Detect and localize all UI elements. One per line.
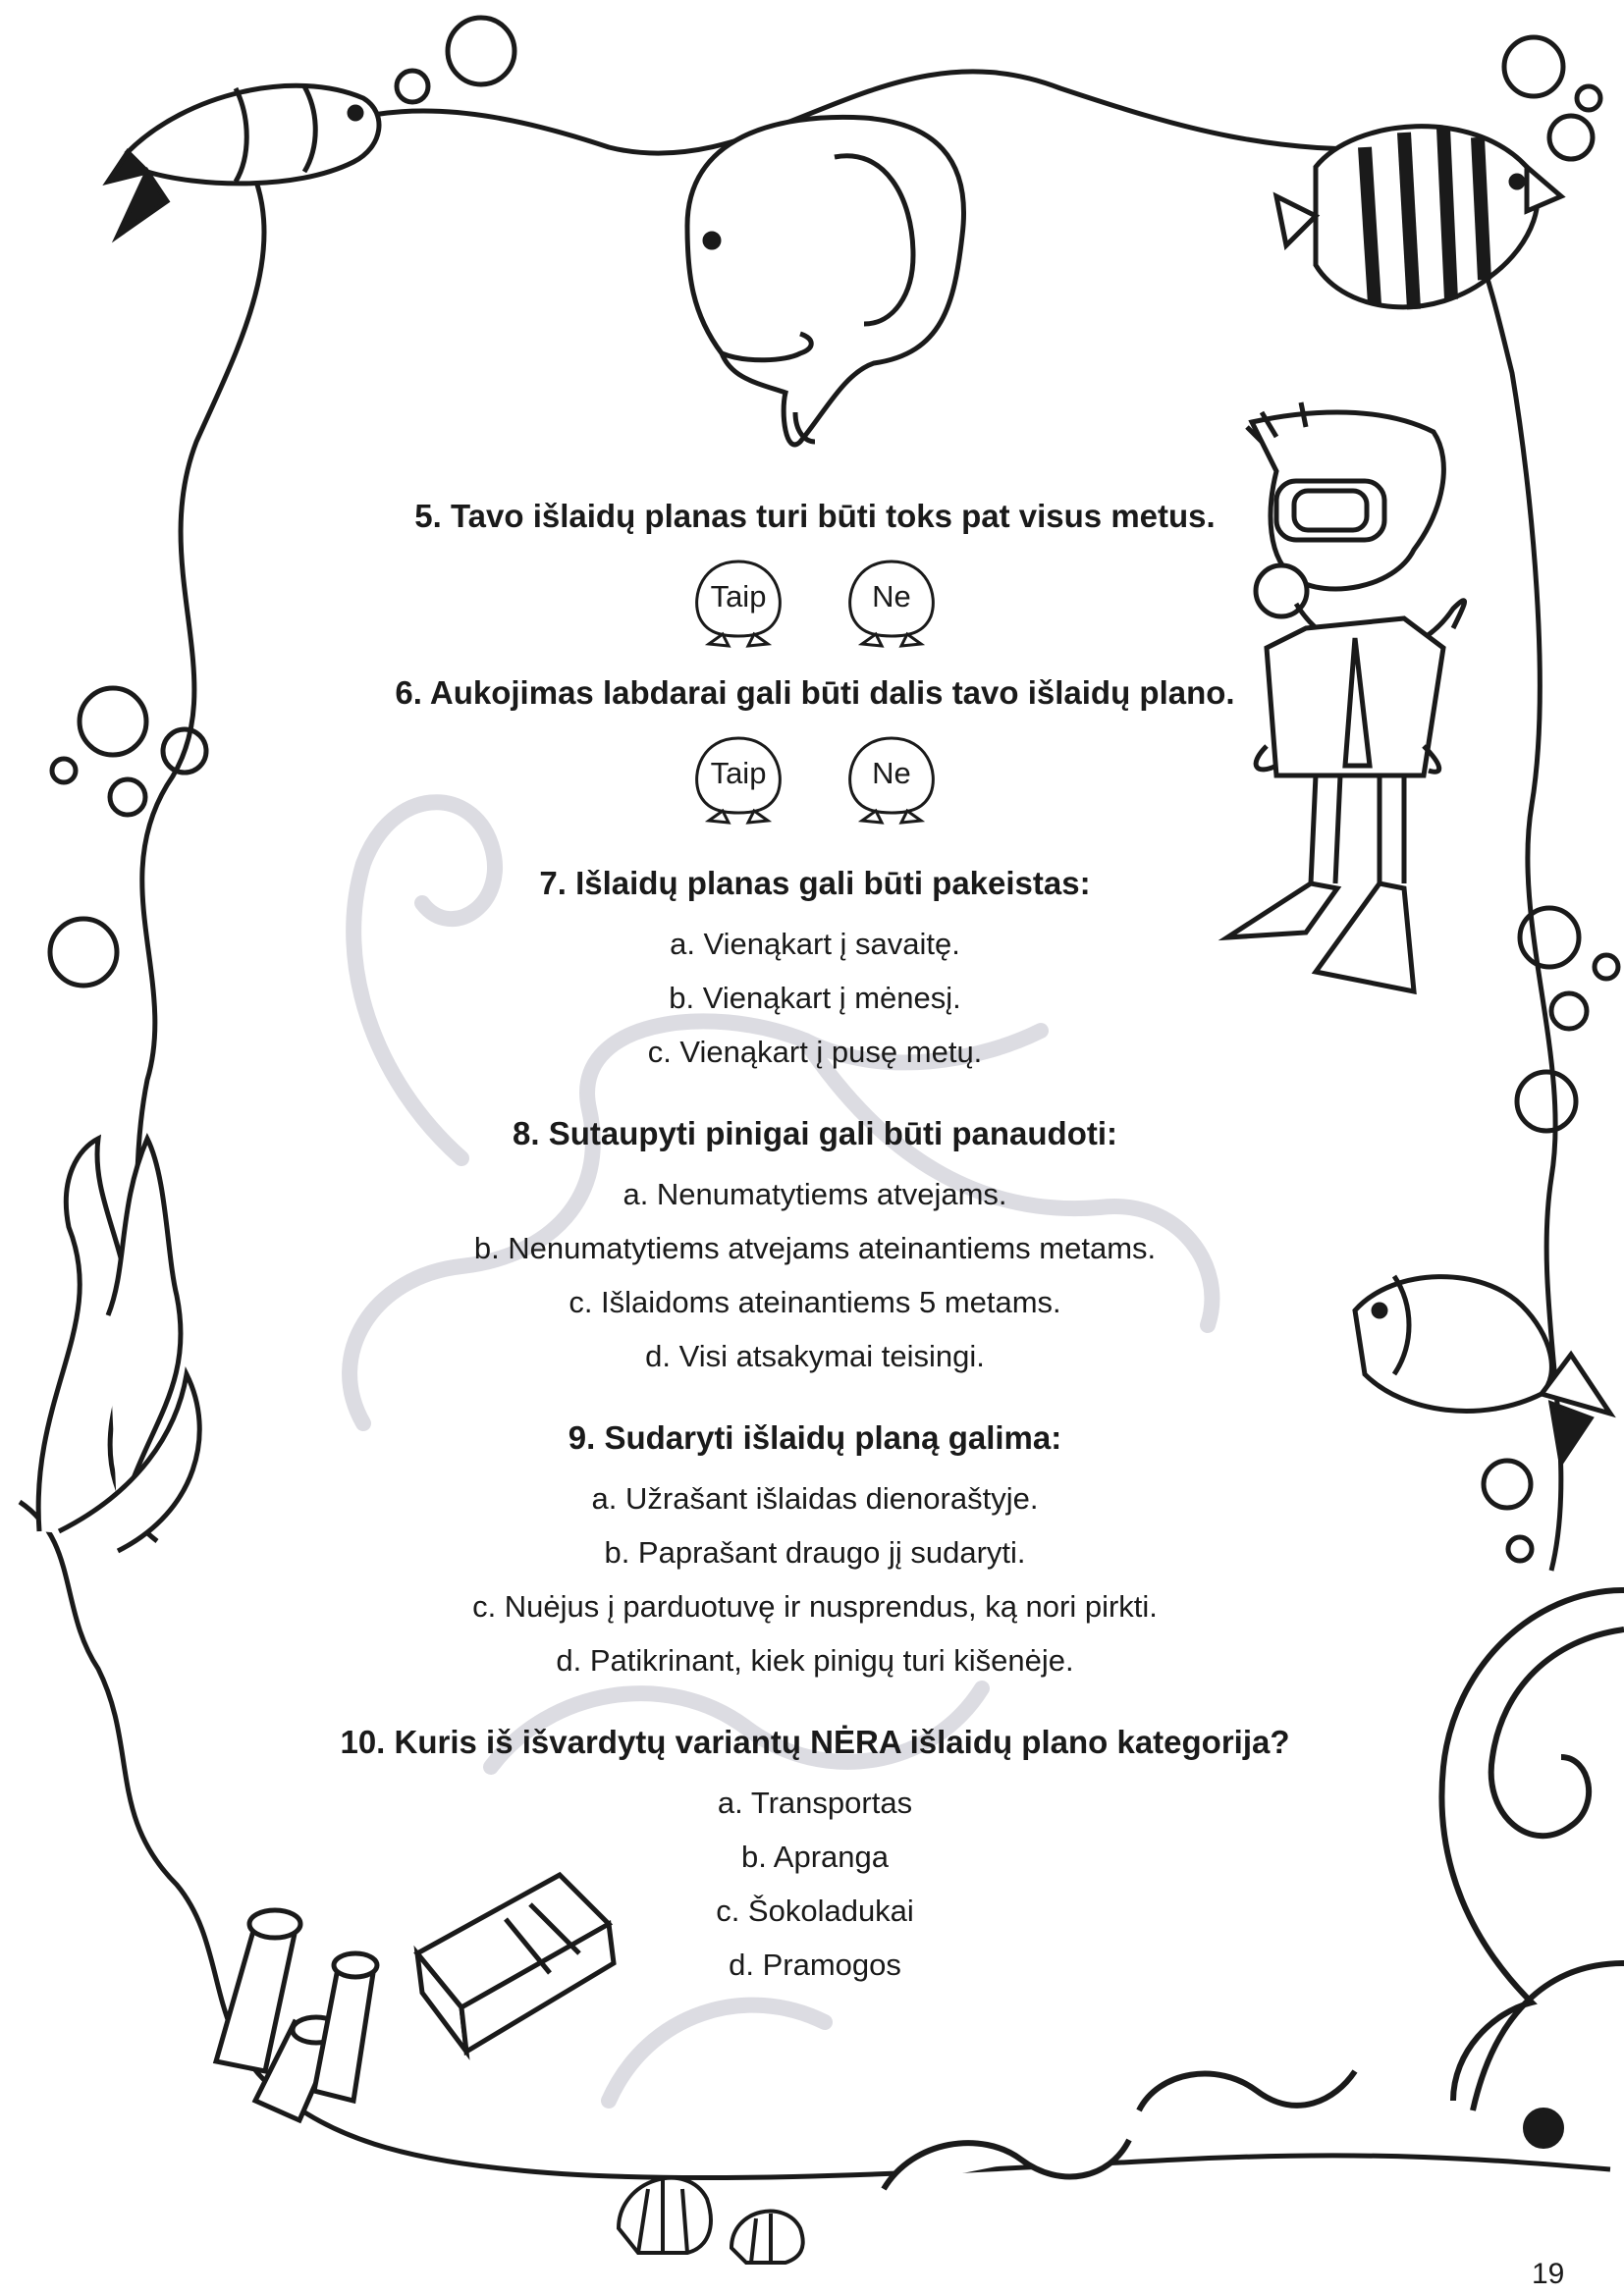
seaweed-icon [38, 1139, 199, 1551]
question-7-block [295, 864, 1335, 1079]
question-9-block [295, 1418, 1335, 1687]
options-10 [295, 1776, 1335, 1992]
option-10b[interactable]: b. Apranga [741, 1840, 889, 1874]
question-5: 5. Tavo išlaidų planas turi būti toks pat visus metus. [414, 498, 1216, 534]
quiz-content [295, 491, 1335, 1992]
answer-choices-6 [295, 732, 1335, 830]
fish-icon [1355, 1276, 1610, 1463]
option-8a[interactable]: a. Nenumatytiems atvejams. [623, 1177, 1007, 1211]
option-10a[interactable]: a. Transportas [717, 1786, 913, 1820]
answer-yes-label: Taip [710, 756, 767, 790]
question-7: 7. Išlaidų planas gali būti pakeistas: [539, 865, 1091, 901]
option-7c[interactable]: c. Vienąkart į pusę metų. [647, 1035, 983, 1069]
option-7b[interactable]: b. Vienąkart į mėnesį. [669, 981, 961, 1015]
clownfish-icon [108, 85, 379, 236]
options-7 [295, 917, 1335, 1079]
answer-no-label: Ne [872, 579, 911, 614]
option-8c[interactable]: c. Išlaidoms ateinantiems 5 metams. [568, 1285, 1061, 1319]
question-10: 10. Kuris iš išvardytų variantų NĖRA išlaidų plano kategorija? [340, 1724, 1290, 1760]
option-8b[interactable]: b. Nenumatytiems atvejams ateinantiems metams. [473, 1231, 1157, 1265]
option-9b[interactable]: b. Paprašant draugo jį sudaryti. [604, 1535, 1026, 1570]
angelfish-icon [1276, 127, 1561, 309]
elephant-icon [687, 117, 964, 445]
option-8d[interactable]: d. Visi atsakymai teisingi. [645, 1339, 985, 1373]
option-9d[interactable]: d. Patikrinant, kiek pinigų turi kišenėje. [556, 1643, 1074, 1678]
options-9 [295, 1471, 1335, 1687]
option-9c[interactable]: c. Nuėjus į parduotuvę ir nusprendus, ką nori pirkti. [472, 1589, 1158, 1624]
question-6: 6. Aukojimas labdarai gali būti dalis tavo išlaidų plano. [395, 674, 1235, 711]
option-7a[interactable]: a. Vienąkart į savaitę. [670, 927, 960, 961]
question-9: 9. Sudaryti išlaidų planą galima: [568, 1419, 1062, 1456]
question-8-block [295, 1114, 1335, 1383]
option-9a[interactable]: a. Užrašant išlaidas dienoraštyje. [591, 1481, 1039, 1516]
question-10-block [295, 1723, 1335, 1992]
question-8: 8. Sutaupyti pinigai gali būti panaudoti: [513, 1115, 1117, 1151]
answer-no-5[interactable] [840, 556, 943, 654]
answer-yes-5[interactable] [687, 556, 789, 654]
answer-no-label: Ne [872, 756, 911, 790]
answer-yes-6[interactable] [687, 732, 789, 830]
answer-yes-label: Taip [710, 579, 767, 614]
option-10d[interactable]: d. Pramogos [729, 1948, 901, 1982]
shells-icon [619, 2178, 803, 2263]
answer-no-6[interactable] [840, 732, 943, 830]
page-number: 19 [1532, 2258, 1565, 2290]
answer-choices-5 [295, 556, 1335, 654]
options-8 [295, 1167, 1335, 1383]
option-10c[interactable]: c. Šokoladukai [716, 1894, 914, 1928]
